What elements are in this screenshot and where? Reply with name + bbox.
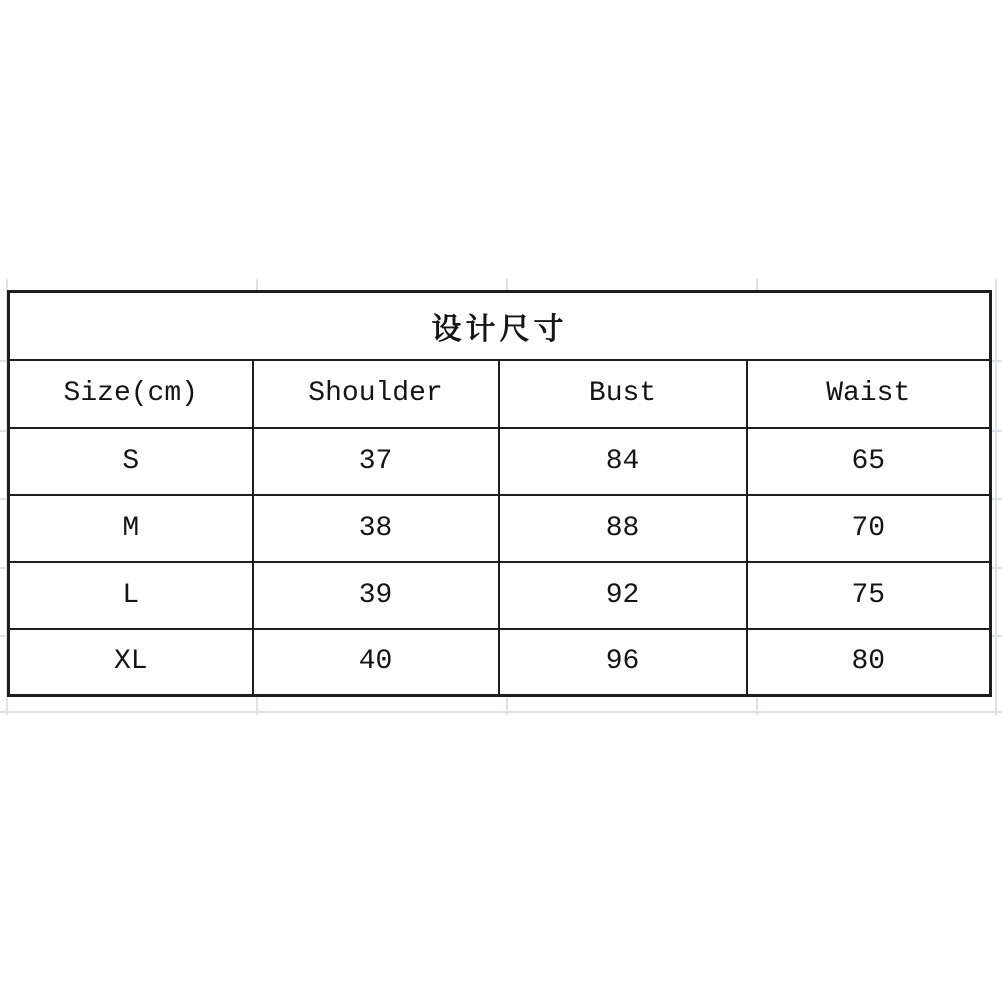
table-title-row [9, 292, 991, 360]
measurement-cell: 88 [499, 495, 747, 562]
faint-gridline-horizontal [0, 711, 1002, 713]
measurement-cell: 92 [499, 562, 747, 629]
size-chart-table [7, 290, 992, 697]
header-cell: Bust [499, 360, 747, 428]
measurement-cell: 70 [747, 495, 991, 562]
measurement-cell: 38 [253, 495, 499, 562]
measurement-cell: 96 [499, 629, 747, 696]
table-row [9, 629, 991, 696]
header-row [9, 360, 991, 428]
size-label-cell: M [9, 495, 253, 562]
header-cell: Waist [747, 360, 991, 428]
size-label-cell: XL [9, 629, 253, 696]
size-label-cell: L [9, 562, 253, 629]
measurement-cell: 39 [253, 562, 499, 629]
measurement-cell: 37 [253, 428, 499, 495]
size-label-cell: S [9, 428, 253, 495]
table-row [9, 428, 991, 495]
measurement-cell: 80 [747, 629, 991, 696]
measurement-cell: 65 [747, 428, 991, 495]
table-row [9, 495, 991, 562]
table-row [9, 562, 991, 629]
faint-gridline-vertical [995, 279, 997, 715]
header-cell: Shoulder [253, 360, 499, 428]
header-cell: Size(cm) [9, 360, 253, 428]
table-title: 设计尺寸 [9, 292, 991, 360]
measurement-cell: 40 [253, 629, 499, 696]
measurement-cell: 84 [499, 428, 747, 495]
measurement-cell: 75 [747, 562, 991, 629]
